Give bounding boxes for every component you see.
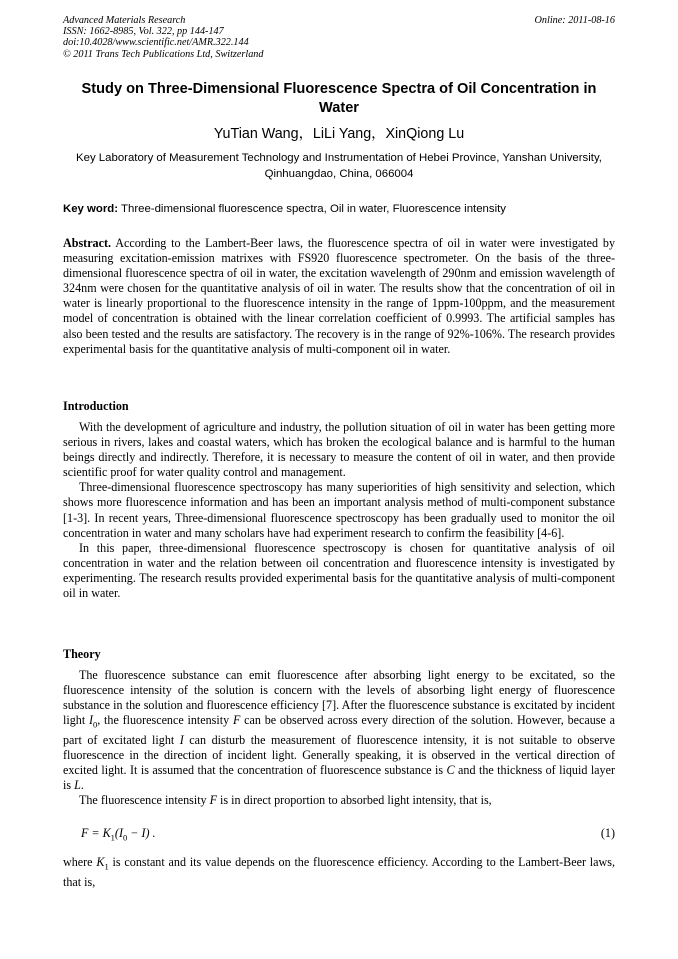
eq-part: − I) . xyxy=(127,826,156,840)
keywords xyxy=(63,202,615,217)
keywords-label: Key word: xyxy=(63,203,119,215)
abstract xyxy=(63,236,615,357)
affiliation: Key Laboratory of Measurement Technology and Instrumentation of Hebei Province, Yanshan University, Qinhuangdao, China, 066004 xyxy=(76,152,602,180)
abstract-text: According to the Lambert-Beer laws, the fluorescence spectra of oil in water were investigated by measuring excitation-emission matrixes with FS920 fluorescence spectrometer. On the basis of the three-dimensional fluorescence spectra of oil in water, the excitation wavelength of 290nm and emission wavelength of 324nm were chosen for the quantitative analysis of oil in water. The results show that the concentration of oil in water is linearly proportional to the fluorescence intensity in the range of 1ppm-100ppm, and the measurement model of concentration is obtained with the linear correlation coefficient of 0.9993. The artificial samples has also been tested and the results are satisfactory. The recovery is in the range of 92%-106%. The research provides experimental basis for the quantitative analysis of multi-component oil in water. xyxy=(63,236,615,356)
issn-line: ISSN: 1662-8985, Vol. 322, pp 144-147 xyxy=(63,26,224,38)
text-run: , the fluorescence intensity xyxy=(97,713,233,728)
symbol: C xyxy=(446,762,455,777)
symbol: I xyxy=(179,732,184,747)
equation-body xyxy=(81,825,156,845)
paper-title: Study on Three-Dimensional Fluorescence Spectra of Oil Concentration in Water xyxy=(81,81,597,116)
eq-subscript: 1 xyxy=(110,832,115,843)
symbol: F xyxy=(232,713,241,728)
introduction-heading: Introduction xyxy=(63,399,129,413)
text-run: and the thickness of liquid layer is xyxy=(63,762,615,793)
text-run: is in direct proportion to absorbed light intensity, that is, xyxy=(217,793,492,808)
authors: YuTian Wang，LiLi Yang，XinQiong Lu xyxy=(213,126,465,142)
eq-part: F = K xyxy=(81,826,111,840)
abstract-label: Abstract. xyxy=(63,236,112,250)
symbol: F xyxy=(209,793,218,808)
text-run: can be observed across every direction of the solution. However, because a part of excitated light xyxy=(63,713,616,747)
equation-1 xyxy=(63,825,615,841)
online-date: Online: 2011-08-16 xyxy=(534,15,615,26)
symbol: L xyxy=(74,778,81,793)
theory-paragraph xyxy=(63,793,615,808)
journal-header xyxy=(63,15,615,60)
eq-subscript: 0 xyxy=(122,832,128,843)
post-equation-paragraph xyxy=(63,855,615,890)
theory-paragraph xyxy=(63,668,615,793)
eq-part: (I xyxy=(114,826,123,840)
keywords-text: Three-dimensional fluorescence spectra, Oil in water, Fluorescence intensity xyxy=(121,203,506,215)
text-run: where xyxy=(63,855,97,869)
theory-section xyxy=(63,647,615,808)
introduction-paragraph: Three-dimensional fluorescence spectroscopy has many superiorities of high sensitivity and selection, which shows more fluorescence information and has been an important analysis method of multi-component substance [1-3]. In recent years, Three-dimensional fluorescence spectroscopy has been gradually used to monitor the oil concentration in water and many scholars have had experiment research to confirm the feasibility [4-6]. xyxy=(63,480,615,540)
journal-name: Advanced Materials Research xyxy=(63,15,186,26)
text-run: can disturb the measurement of fluorescence intensity, it is not suitable to observe fluorescence in the direction of incident light. Generally speaking, it is observed in the vertical direction of excited light. It is assumed that the concentration of fluorescence substance is xyxy=(63,732,615,777)
text-run: The fluorescence intensity xyxy=(79,793,210,808)
text-run: The fluorescence substance can emit fluorescence after absorbing light energy to be excitated, so the fluorescence intensity of the solution is concern with the levels of absorbing light energy of fluorescence substance in the solution and fluorescence efficiency [7]. After the fluorescence substance is excitated by incident light xyxy=(63,668,615,728)
subscript: 1 xyxy=(104,861,109,872)
copyright-line: © 2011 Trans Tech Publications Ltd, Switzerland xyxy=(63,48,264,60)
introduction-paragraph: In this paper, three-dimensional fluorescence spectroscopy is chosen for quantitative analysis of oil concentration in water and the relation between oil concentration and fluorescence intensity is investigated by experimenting. The research results provided experimental basis for the quantitative analysis of multi-component oil in water. xyxy=(63,540,615,601)
theory-heading: Theory xyxy=(63,647,101,661)
symbol: I xyxy=(88,713,93,728)
subscript: 0 xyxy=(93,719,98,730)
text-run: is constant and its value depends on the fluorescence efficiency. According to the Lambert-Beer laws, that is, xyxy=(63,855,615,889)
doi-line: doi:10.4028/www.scientific.net/AMR.322.144 xyxy=(63,37,249,49)
introduction-section xyxy=(63,399,615,601)
equation-number: (1) xyxy=(600,826,615,840)
introduction-paragraph: With the development of agriculture and industry, the pollution situation of oil in water has been getting more serious in rivers, lakes and coastal waters, which has broken the ecological balance and is harmful to the human beings directly and indirectly. Therefore, it is necessary to measure the content of oil in water, and then provide scientific proof for water quality control and management. xyxy=(63,420,615,480)
text-run: . xyxy=(80,778,84,793)
symbol: K xyxy=(96,855,105,869)
